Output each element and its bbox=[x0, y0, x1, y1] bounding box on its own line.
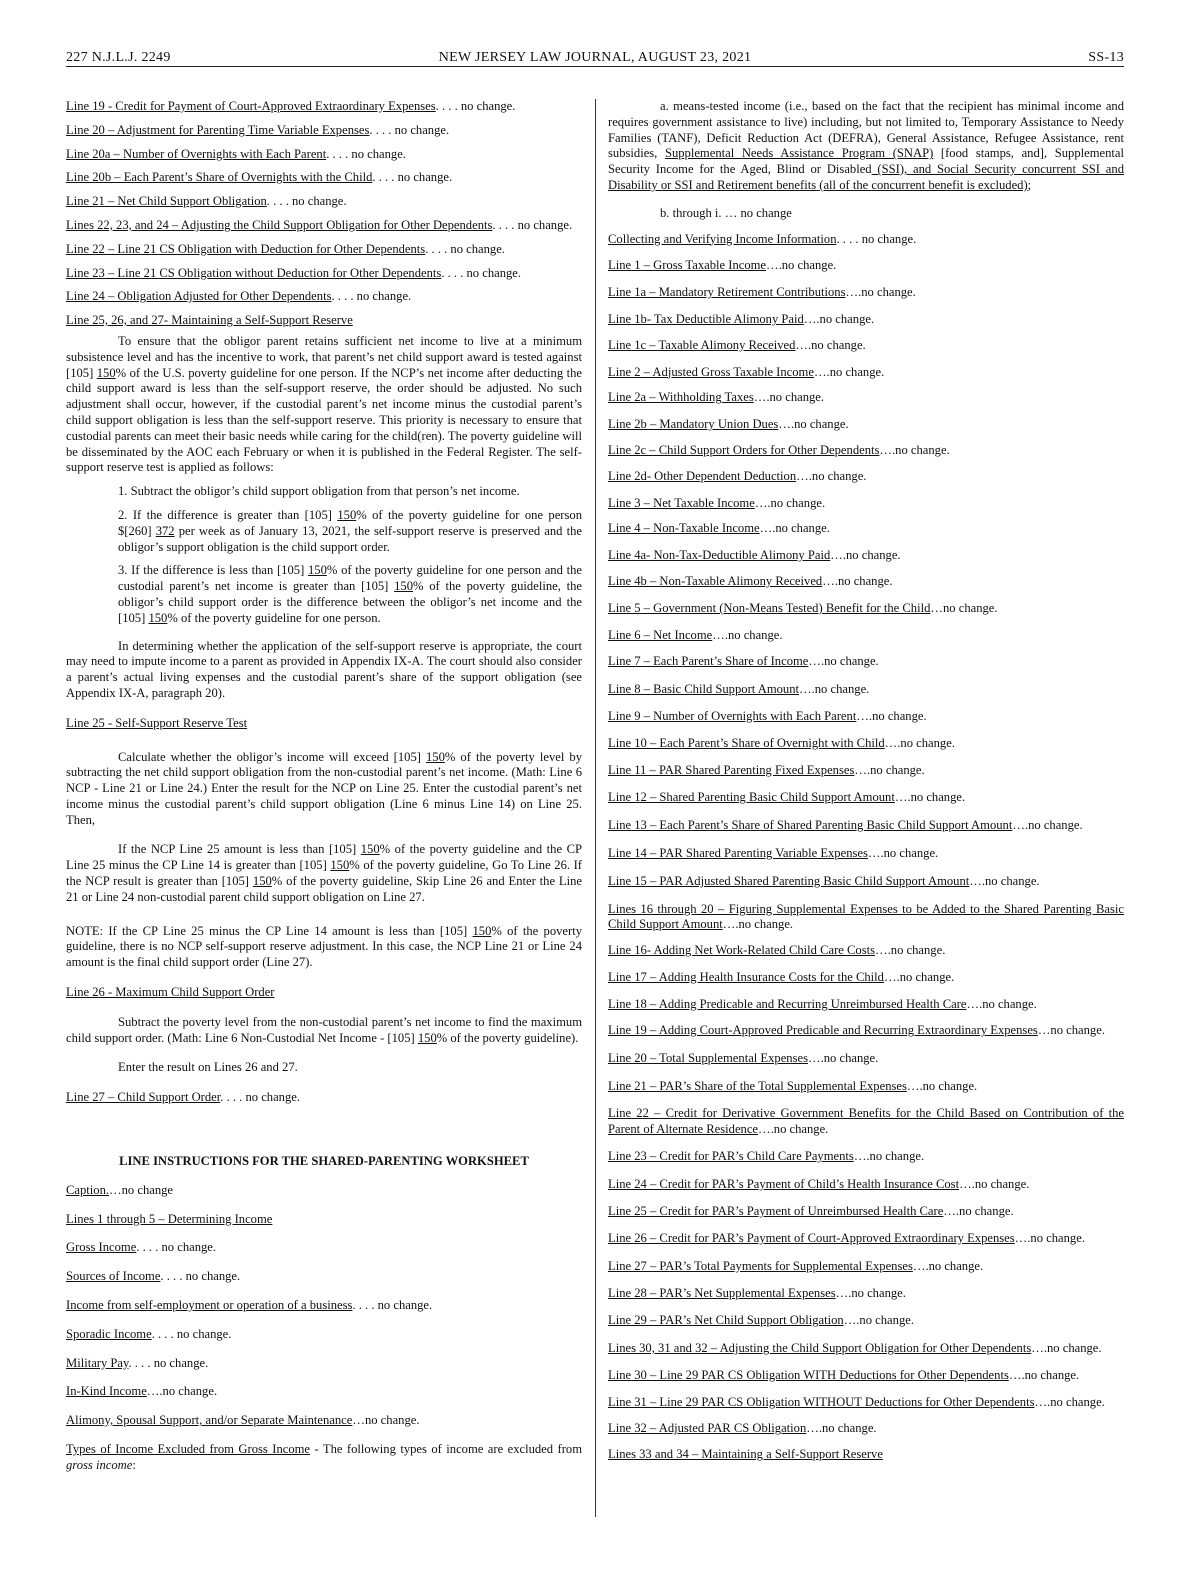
step-3: 3. If the difference is less than [105] 150% of the poverty guideline for one person and the custodial parent’s net income is greater than [105] 150% of the poverty guideline, the obligor’s child support order is the difference between the obligor’s net income and the [105] 150% of the poverty guideline for one person. bbox=[118, 563, 582, 625]
line-status: ….no change. bbox=[879, 442, 950, 457]
line-title: Line 7 – Each Parent’s Share of Income bbox=[608, 654, 809, 669]
worksheet-line-entry bbox=[608, 232, 1124, 248]
line-title: Line 26 – Credit for PAR’s Payment of Court-Approved Extraordinary Expenses bbox=[608, 1230, 1015, 1245]
ncp-comparison-paragraph: If the NCP Line 25 amount is less than [105] 150% of the poverty guideline and the CP Line 25 minus the CP Line 14 is greater than [105] 150% of the poverty guideline, Go To Line 26. If the NCP result is greater than [105] 150% of the poverty guideline, Skip Line 26 and Enter the Line 21 or Line 24 non-custodial parent child support obligation on Line 27. bbox=[66, 842, 583, 904]
line-title: Line 9 – Number of Overnights with Each Parent bbox=[608, 708, 857, 723]
line-title: Line 1b- Tax Deductible Alimony Paid bbox=[608, 311, 804, 326]
worksheet-line-entry bbox=[608, 521, 1124, 537]
gross-income-entry: Gross Income. . . . no change. bbox=[66, 1240, 217, 1255]
worksheet-line-entry bbox=[608, 874, 1124, 890]
self-employment-entry: Income from self-employment or operation of a business. . . . no change. bbox=[66, 1298, 433, 1313]
calculation-paragraph: Calculate whether the obligor’s income will exceed [105] 150% of the poverty level by subtracting the net child support obligation from the non-custodial parent’s net income. (Math: Line 6 NCP - Line 21 or Line 24.) Enter the result for the NCP on Line 25. Enter the custodial parent’s net income minus the custodial parent’s child support obligation (Line 6 minus Line 14) on Line 25. Then, bbox=[66, 749, 582, 827]
line-status: ….no change. bbox=[883, 969, 955, 984]
line-title: Line 30 – Line 29 PAR CS Obligation WITH Deductions for Other Dependents bbox=[608, 1367, 1009, 1382]
line-status: ….no change. bbox=[1014, 1230, 1085, 1245]
worksheet-line-entry bbox=[608, 736, 1124, 752]
worksheet-line-entry bbox=[608, 285, 1124, 301]
line-status: ….no change. bbox=[966, 996, 1037, 1011]
right-column bbox=[608, 99, 1124, 1463]
line-status: ….no change. bbox=[894, 790, 966, 805]
worksheet-line-entry bbox=[608, 997, 1124, 1013]
line-status: …no change. bbox=[930, 600, 998, 615]
line-status: . . . . no change. bbox=[836, 231, 917, 246]
line-26-heading: Line 26 - Maximum Child Support Order bbox=[66, 985, 275, 1000]
worksheet-line-entry bbox=[608, 1341, 1124, 1357]
worksheet-line-entry bbox=[608, 682, 1124, 698]
line-title: Line 1a – Mandatory Retirement Contributions bbox=[608, 285, 846, 300]
line-title: Line 1 – Gross Taxable Income bbox=[608, 258, 767, 273]
worksheet-line-entry bbox=[608, 1447, 1124, 1463]
worksheet-line-entry bbox=[608, 1259, 1124, 1275]
line-status: ….no change. bbox=[906, 1079, 978, 1094]
line-status: ….no change. bbox=[835, 1286, 906, 1301]
line-status: ….no change. bbox=[813, 364, 885, 379]
lines-1-5-heading: Lines 1 through 5 – Determining Income bbox=[66, 1211, 273, 1226]
line-title: Line 10 – Each Parent’s Share of Overnight with Child bbox=[608, 735, 885, 750]
line-title: Line 25 – Credit for PAR’s Payment of Unreimbursed Health Care bbox=[608, 1204, 944, 1219]
line-status: ….no change. bbox=[843, 1313, 914, 1328]
lines-25-26-27-heading: Line 25, 26, and 27- Maintaining a Self-Support Reserve bbox=[66, 313, 353, 328]
line-status: ….no change. bbox=[867, 845, 939, 860]
line-22-entry: Line 22 – Line 21 CS Obligation with Deduction for Other Dependents. . . . no change. bbox=[66, 241, 505, 256]
line-title: Line 1c – Taxable Alimony Received bbox=[608, 337, 796, 352]
journal-title: NEW JERSEY LAW JOURNAL, AUGUST 23, 2021 bbox=[438, 50, 752, 65]
line-status: ….no change. bbox=[806, 1421, 877, 1436]
worksheet-line-entry bbox=[608, 818, 1124, 834]
line-title: Line 13 – Each Parent’s Share of Shared Parenting Basic Child Support Amount bbox=[608, 818, 1013, 833]
line-title: Line 31 – Line 29 PAR CS Obligation WITHOUT Deductions for Other Dependents bbox=[608, 1394, 1035, 1409]
maximum-order-paragraph: Subtract the poverty level from the non-custodial parent’s net income to find the maximum child support order. (Math: Line 6 Non-Custodial Net Income - [105] 150% of the poverty guideline). bbox=[66, 1014, 582, 1045]
note-paragraph: NOTE: If the CP Line 25 minus the CP Line 14 amount is less than [105] 150% of the poverty guideline, there is no NCP self-support reserve adjustment. In this case, the NCP Line 21 or Line 24 amount is the final child support order (Line 27). bbox=[66, 923, 583, 970]
line-status: ….no change. bbox=[912, 1258, 984, 1273]
worksheet-line-entry bbox=[608, 654, 1124, 670]
line-title: Lines 30, 31 and 32 – Adjusting the Child Support Obligation for Other Dependents bbox=[608, 1341, 1032, 1356]
line-status: ….no change. bbox=[853, 1149, 925, 1164]
worksheet-line-entry bbox=[608, 943, 1124, 959]
line-status: ….no change. bbox=[808, 654, 879, 669]
worksheet-line-entry bbox=[608, 1204, 1124, 1220]
line-status: ….no change. bbox=[875, 943, 946, 958]
line-status: ….no change. bbox=[795, 337, 866, 352]
sporadic-income-entry: Sporadic Income. . . . no change. bbox=[66, 1326, 232, 1341]
worksheet-line-entry bbox=[608, 390, 1124, 406]
line-status: ….no change. bbox=[796, 468, 867, 483]
line-27-entry: Line 27 – Child Support Order. . . . no change. bbox=[66, 1090, 301, 1105]
line-title: Line 28 – PAR’s Net Supplemental Expenses bbox=[608, 1286, 836, 1301]
line-status: ….no change. bbox=[1008, 1367, 1080, 1382]
line-title: Line 6 – Net Income bbox=[608, 627, 713, 642]
worksheet-line-entry bbox=[608, 1177, 1124, 1193]
line-title: Line 22 – Credit for Derivative Government Benefits for the Child Based on Contribution of the Parent of Alternate Residence bbox=[608, 1105, 1124, 1136]
worksheet-line-entry bbox=[608, 763, 1124, 779]
line-title: Line 32 – Adjusted PAR CS Obligation bbox=[608, 1421, 807, 1436]
line-title: Line 19 – Adding Court-Approved Predicable and Recurring Extraordinary Expenses bbox=[608, 1023, 1038, 1038]
worksheet-line-entry bbox=[608, 1079, 1124, 1095]
line-status: …no change. bbox=[1037, 1023, 1105, 1038]
line-23-entry: Line 23 – Line 21 CS Obligation without Deduction for Other Dependents. . . . no change. bbox=[66, 265, 522, 280]
line-status: ….no change. bbox=[969, 873, 1040, 888]
imputation-paragraph: In determining whether the application of the self-support reserve is appropriate, the court may need to impute income to a parent as provided in Appendix IX-A. The court should also consider a parent’s actual living expenses and the custodial parent’s share of the support obligation (see Appendix IX-A, paragraph 20). bbox=[66, 638, 582, 700]
in-kind-entry: In-Kind Income….no change. bbox=[66, 1384, 218, 1399]
line-20-entry: Line 20 – Adjustment for Parenting Time Variable Expenses. . . . no change. bbox=[66, 122, 450, 137]
step-1: 1. Subtract the obligor’s child support obligation from that person’s net income. bbox=[118, 484, 520, 499]
line-status: ….no change. bbox=[754, 495, 826, 510]
lines-22-23-24-entry: Lines 22, 23, and 24 – Adjusting the Child Support Obligation for Other Dependents. . . . no change. bbox=[66, 217, 573, 232]
line-title: Line 15 – PAR Adjusted Shared Parenting Basic Child Support Amount bbox=[608, 873, 970, 888]
sources-entry: Sources of Income. . . . no change. bbox=[66, 1269, 241, 1284]
line-title: Lines 16 through 20 – Figuring Supplemental Expenses to be Added to the Shared Parenting Basic Child Support Amount bbox=[608, 901, 1124, 932]
line-status: ….no change. bbox=[766, 258, 837, 273]
line-title: Line 20 – Total Supplemental Expenses bbox=[608, 1051, 808, 1066]
worksheet-line-entry bbox=[608, 1286, 1124, 1302]
line-title: Line 5 – Government (Non-Means Tested) Benefit for the Child bbox=[608, 600, 931, 615]
worksheet-line-entry bbox=[608, 1023, 1124, 1039]
line-title: Line 4b – Non-Taxable Alimony Received bbox=[608, 573, 823, 588]
page-number: SS-13 bbox=[1088, 50, 1124, 65]
line-title: Line 11 – PAR Shared Parenting Fixed Expenses bbox=[608, 762, 855, 777]
worksheet-line-entry bbox=[608, 1051, 1124, 1067]
worksheet-line-entry bbox=[608, 469, 1124, 485]
worksheet-line-entry bbox=[608, 1106, 1124, 1138]
line-title: Line 2b – Mandatory Union Dues bbox=[608, 417, 779, 432]
worksheet-line-entry bbox=[608, 1368, 1124, 1384]
line-status: ….no change. bbox=[1031, 1341, 1102, 1356]
line-title: Line 17 – Adding Health Insurance Costs for the Child bbox=[608, 969, 884, 984]
line-20b-entry: Line 20b – Each Parent’s Share of Overnights with the Child. . . . no change. bbox=[66, 170, 453, 185]
enter-result-line: Enter the result on Lines 26 and 27. bbox=[118, 1060, 298, 1075]
right-line-list bbox=[608, 232, 1124, 1463]
line-19-entry: Line 19 - Credit for Payment of Court-Approved Extraordinary Expenses. . . . no change. bbox=[66, 99, 516, 113]
line-status: ….no change. bbox=[799, 682, 870, 697]
worksheet-line-entry bbox=[608, 443, 1124, 459]
line-20a-entry: Line 20a – Number of Overnights with Each Parent. . . . no change. bbox=[66, 146, 406, 161]
worksheet-line-entry bbox=[608, 790, 1124, 806]
line-status: ….no change. bbox=[830, 548, 901, 563]
line-title: Line 21 – PAR’s Share of the Total Supplemental Expenses bbox=[608, 1079, 907, 1094]
line-status: ….no change. bbox=[1034, 1394, 1105, 1409]
line-status: ….no change. bbox=[822, 573, 893, 588]
worksheet-line-entry bbox=[608, 365, 1124, 381]
column-divider bbox=[595, 99, 596, 1517]
worksheet-line-entry bbox=[608, 496, 1124, 512]
line-title: Line 23 – Credit for PAR’s Child Care Payments bbox=[608, 1149, 854, 1164]
line-status: ….no change. bbox=[808, 1051, 879, 1066]
line-status: ….no change. bbox=[959, 1177, 1030, 1192]
self-support-paragraph: To ensure that the obligor parent retains sufficient net income to live at a minimum subsistence level and has the incentive to work, that parent’s net child support award is tested against [105] 150% of the U.S. poverty guideline for one person. If the NCP’s net income after deducting the child support award is less than the self-support reserve, the order should be adjusted. No such adjustment shall occur, however, if the custodial parent’s net income minus the custodial parent’s child support obligation is less than the self-support reserve. This priority is necessary to ensure that custodial parents can meet their basic needs while caring for the child(ren). The poverty guideline will be disseminated by the AOC each February or when it is published in the Federal Register. The self-support reserve test is applied as follows: bbox=[66, 333, 582, 475]
worksheet-line-entry bbox=[608, 902, 1124, 934]
worksheet-line-entry bbox=[608, 709, 1124, 725]
line-title: Line 3 – Net Taxable Income bbox=[608, 495, 755, 510]
worksheet-line-entry bbox=[608, 548, 1124, 564]
worksheet-line-entry bbox=[608, 1149, 1124, 1165]
worksheet-line-entry bbox=[608, 601, 1124, 617]
line-title: Line 16- Adding Net Work-Related Child Care Costs bbox=[608, 943, 876, 958]
section-heading: LINE INSTRUCTIONS FOR THE SHARED-PARENTING WORKSHEET bbox=[119, 1154, 529, 1169]
line-title: Line 29 – PAR’s Net Child Support Obligation bbox=[608, 1313, 844, 1328]
alimony-entry: Alimony, Spousal Support, and/or Separate Maintenance…no change. bbox=[66, 1413, 420, 1428]
line-status: ….no change. bbox=[803, 311, 875, 326]
worksheet-line-entry bbox=[608, 574, 1124, 590]
line-title: Line 27 – PAR’s Total Payments for Supplemental Expenses bbox=[608, 1258, 913, 1273]
worksheet-line-entry bbox=[608, 338, 1124, 354]
worksheet-line-entry bbox=[608, 258, 1124, 274]
line-title: Line 8 – Basic Child Support Amount bbox=[608, 682, 800, 697]
line-title: Line 14 – PAR Shared Parenting Variable Expenses bbox=[608, 845, 868, 860]
worksheet-line-entry bbox=[608, 417, 1124, 433]
line-status: ….no change. bbox=[943, 1204, 1014, 1219]
line-status: ….no change. bbox=[845, 285, 916, 300]
military-pay-entry: Military Pay. . . . no change. bbox=[66, 1355, 209, 1370]
line-status: ….no change. bbox=[778, 417, 849, 432]
worksheet-line-entry bbox=[608, 312, 1124, 328]
running-header bbox=[66, 50, 1124, 67]
citation: 227 N.J.L.J. 2249 bbox=[66, 50, 171, 65]
step-2: 2. If the difference is greater than [105] 150% of the poverty guideline for one person $[260] 372 per week as of January 13, 2021, the self-support reserve is preserved and the obligor’s support obligation is the child support order. bbox=[118, 507, 582, 554]
worksheet-line-entry bbox=[608, 1231, 1124, 1247]
line-title: Collecting and Verifying Income Information bbox=[608, 231, 837, 246]
line-status: ….no change. bbox=[753, 390, 825, 405]
line-status: ….no change. bbox=[759, 521, 830, 536]
worksheet-line-entry bbox=[608, 846, 1124, 862]
line-status: ….no change. bbox=[758, 1121, 829, 1136]
items-b-through-i: b. through i. … no change bbox=[660, 205, 792, 220]
line-title: Line 2d- Other Dependent Deduction bbox=[608, 468, 797, 483]
worksheet-line-entry bbox=[608, 1313, 1124, 1329]
worksheet-line-entry bbox=[608, 1421, 1124, 1437]
line-status: ….no change. bbox=[712, 627, 783, 642]
line-title: Line 24 – Credit for PAR’s Payment of Child’s Health Insurance Cost bbox=[608, 1177, 960, 1192]
excluded-income-entry: Types of Income Excluded from Gross Income - The following types of income are excluded from gross income: bbox=[66, 1442, 582, 1472]
line-25-test-heading: Line 25 - Self-Support Reserve Test bbox=[66, 715, 248, 730]
line-title: Line 4a- Non-Tax-Deductible Alimony Paid bbox=[608, 548, 831, 563]
line-21-entry: Line 21 – Net Child Support Obligation. . . . no change. bbox=[66, 194, 347, 209]
means-tested-item: a. means-tested income (i.e., based on the fact that the recipient has minimal income and requires government assistance to live) including, but not limited to, Temporary Assistance to Needy Families (TANF), Deficit Reduction Act (DEFRA), General Assistance, Refugee Assistance, rent subsidies, Supplemental Needs Assistance Program (SNAP) [food stamps, and], Supplemental Security Income for the Aged, Blind or Disabled (SSI), and Social Security concurrent SSI and Disability or SSI and Retirement benefits (all of the concurrent benefit is excluded); bbox=[608, 99, 1124, 192]
line-title: Line 18 – Adding Predicable and Recurring Unreimbursed Health Care bbox=[608, 996, 967, 1011]
line-status: ….no change. bbox=[856, 708, 927, 723]
line-24-entry: Line 24 – Obligation Adjusted for Other Dependents. . . . no change. bbox=[66, 289, 412, 304]
line-title: Line 2c – Child Support Orders for Other Dependents bbox=[608, 442, 880, 457]
caption-entry: Caption.…no change bbox=[66, 1182, 174, 1197]
line-status: ….no change. bbox=[884, 735, 955, 750]
line-title: Line 12 – Shared Parenting Basic Child Support Amount bbox=[608, 790, 895, 805]
worksheet-line-entry bbox=[608, 628, 1124, 644]
line-title: Line 2 – Adjusted Gross Taxable Income bbox=[608, 364, 814, 379]
line-status: ….no change. bbox=[722, 917, 794, 932]
line-status: ….no change. bbox=[1012, 818, 1083, 833]
worksheet-line-entry bbox=[608, 1395, 1124, 1411]
line-title: Lines 33 and 34 – Maintaining a Self-Support Reserve bbox=[608, 1447, 883, 1462]
left-column bbox=[66, 99, 582, 1474]
line-title: Line 4 – Non-Taxable Income bbox=[608, 521, 760, 536]
line-title: Line 2a – Withholding Taxes bbox=[608, 390, 754, 405]
line-status: ….no change. bbox=[854, 762, 925, 777]
worksheet-line-entry bbox=[608, 970, 1124, 986]
